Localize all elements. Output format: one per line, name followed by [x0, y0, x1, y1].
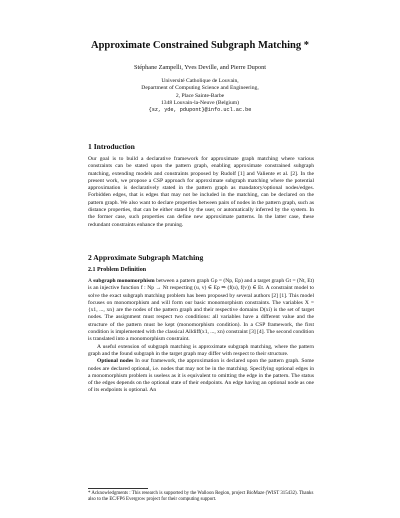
- author-list: Stéphane Zampelli, Yves Deville, and Pierre Dupont: [133, 64, 267, 71]
- section-heading-approximate-subgraph-matching: 2 Approximate Subgraph Matching: [88, 253, 204, 262]
- term-subgraph-monomorphism: subgraph monomorphism: [93, 278, 155, 284]
- paper-title: Approximate Constrained Subgraph Matching *: [91, 40, 309, 51]
- footnote-acknowledgments: * Acknowledgments : This research is supported by the Walloon Region, project BioMaze (WIST 315432). Thanks also to the EC/FP6 Evergrow project for their computing support.: [88, 491, 314, 503]
- footnote-rule: [88, 488, 148, 489]
- text-fragment: A: [88, 278, 94, 284]
- subsection-heading-problem-definition: 2.1 Problem Definition: [88, 267, 147, 273]
- text-fragment: In our framework, the approximation is declared upon the pattern graph. Some nodes are declared optional, i.e. nodes that may not be in the matching. Specifying optional edges in a monomorphism problem is useless as it is equivalent to omitting the edge in the pattern. The status of the edges depends on the optional state of their endpoints. An edge having an optional node as one of its endpoints is optional. An: [88, 358, 314, 394]
- affiliation-line: 1348 Louvain-la-Neuve (Belgium): [161, 99, 239, 106]
- paragraph-optional-nodes: [88, 358, 314, 394]
- introduction-body: [88, 156, 314, 229]
- affiliation-line: 2, Place Sainte-Barbe: [175, 92, 225, 99]
- introduction-paragraph: Our goal is to build a declarative framework for approximate graph matching where various constraints can be stated upon the pattern graph, enabling approximate constrained subgraph matching, extending models and constraints proposed by Rudolf [1] and Valiente et al. [2]. In the present work, we propose a CSP approach for approximate subgraph matching where the potential approximation is declaratively stated in the pattern graph as mandatory/optional nodes/edges. Forbidden edges, that is edges that may not be included in the matching, can be declared on the pattern graph. We also want to declare properties between pairs of nodes in the pattern graph, such as distance properties, that can be either stated by the user, or automatically inferred by the system. In the former case, such properties can define new approximate patterns. In the latter case, these redundant constraints enhance the pruning.: [88, 156, 314, 228]
- text-fragment: between a pattern graph Gp = (Np, Ep) and a target graph Gt = (Nt, Et) is an injective function f : Np → Nt respecting (u, v) ∈ Ep ⇒ (f(u), f(v)) ∈ Et. A constraint model to solve the exact subgraph matching problem has been proposed by several authors [2] [1]. This model focuses on monomorphism and will form our basic monomorphism constraints. The variables X = {x1, ..., xn} are the nodes of the pattern graph and their respective domains D(xi) is the set of target nodes. The assignment must respect two conditions: all variables have a different value and the structure of the pattern must be kept (monomorphism condition). In a CSP framework, the first condition is implemented with the classical Alldiff(x1, ..., xn) constraint [3] [4]. The second condition is translated into a monomorphism constraint.: [88, 278, 315, 343]
- section-heading-introduction: 1 Introduction: [88, 142, 135, 151]
- author-emails: {sz, yde, pdupont}@info.ucl.ac.be: [148, 107, 252, 114]
- affiliation-block: [0, 78, 400, 114]
- problem-definition-body: [88, 278, 314, 395]
- term-optional-nodes: Optional nodes: [97, 358, 134, 365]
- affiliation-line: Université Catholique de Louvain,: [161, 78, 239, 84]
- paragraph-approximate-extension: A useful extension of subgraph matching is approximate subgraph matching, where the pattern graph and the found subgraph in the target graph may differ with respect to their structure.: [88, 343, 314, 357]
- affiliation-line: Department of Computing Science and Engineering,: [141, 85, 259, 92]
- paragraph-monomorphism: [88, 278, 314, 344]
